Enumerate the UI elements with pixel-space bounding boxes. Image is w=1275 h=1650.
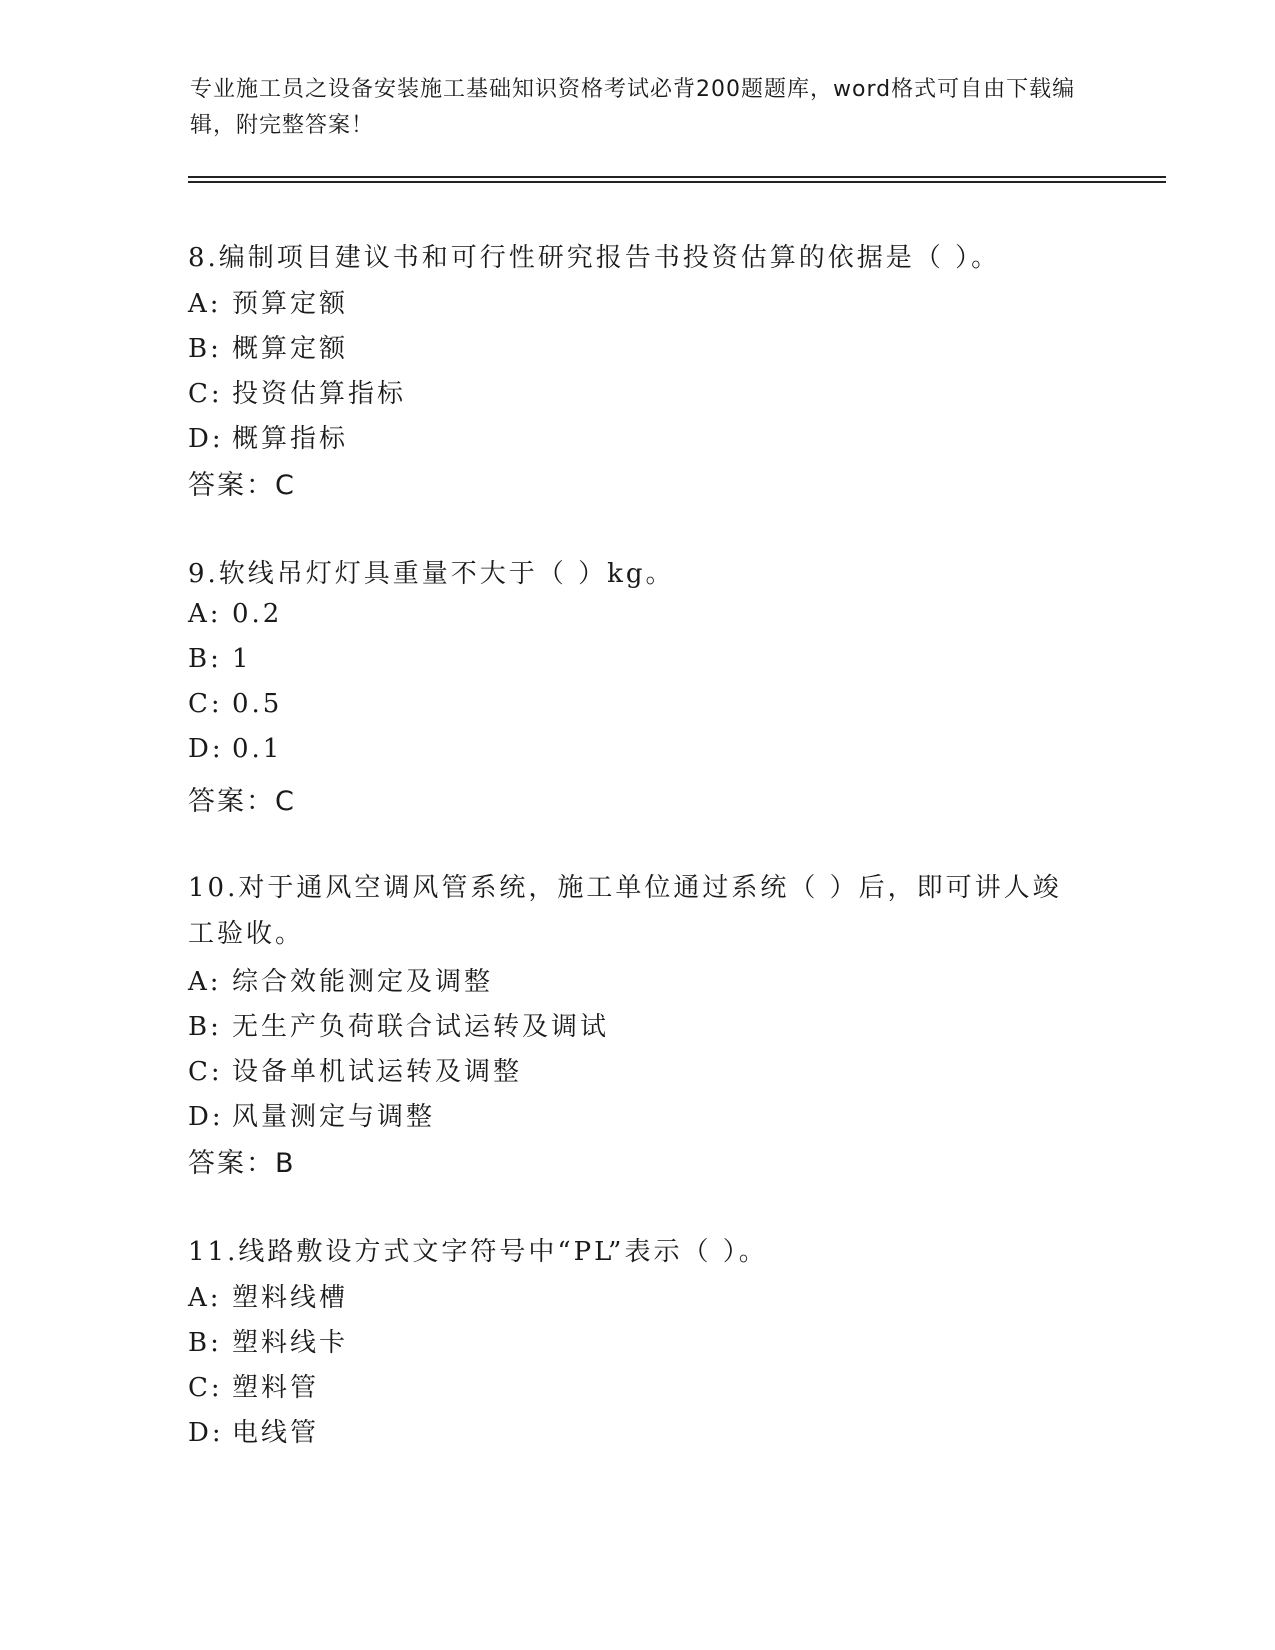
option-text: 风量测定与调整 [232, 1102, 436, 1132]
header-divider-bottom [188, 181, 1166, 183]
option-text: 无生产负荷联合试运转及调试 [232, 1012, 610, 1042]
question-title: 10.对于通风空调风管系统，施工单位通过系统（ ）后，即可讲人竣工验收。 [188, 873, 1062, 949]
option-key: C: [188, 379, 223, 409]
option-text: 概算指标 [232, 424, 349, 454]
question-option [188, 644, 252, 674]
question-option [188, 1051, 522, 1088]
option-text: 塑料管 [232, 1373, 320, 1403]
question-option [188, 418, 348, 455]
document-header: 专业施工员之设备安装施工基础知识资格考试必背200题题库，word格式可自由下载编辑，附完整答案！ [190, 77, 1076, 138]
option-key: D: [188, 734, 224, 764]
option-text: 塑料线卡 [232, 1328, 349, 1358]
answer-line: 答案：C [188, 786, 296, 817]
option-key: C: [188, 689, 223, 719]
option-text: 0.1 [232, 734, 283, 764]
question-option [188, 283, 348, 320]
option-key: A: [188, 1283, 222, 1313]
option-key: B: [188, 1012, 222, 1042]
option-key: A: [188, 967, 222, 997]
option-key: D: [188, 424, 224, 454]
answer-line: 答案：B [188, 1148, 296, 1179]
question-option [188, 961, 493, 998]
option-text: 塑料线槽 [232, 1283, 349, 1313]
answer-line: 答案：C [188, 470, 296, 501]
option-key: C: [188, 1373, 223, 1403]
header-divider-top [188, 176, 1166, 178]
option-text: 投资估算指标 [232, 379, 407, 409]
question-option [188, 599, 282, 629]
option-text: 1 [232, 644, 252, 674]
question-title: 8.编制项目建议书和可行性研究报告书投资估算的依据是（ ）。 [188, 243, 1001, 273]
question-title: 11.线路敷设方式文字符号中“PL”表示（ ）。 [188, 1237, 768, 1267]
question-option [188, 1006, 609, 1043]
question-option [188, 1412, 319, 1449]
option-text: 综合效能测定及调整 [232, 967, 494, 997]
option-text: 设备单机试运转及调整 [232, 1057, 523, 1087]
option-key: B: [188, 644, 222, 674]
question-option [188, 328, 348, 365]
option-key: A: [188, 289, 222, 319]
option-key: A: [188, 599, 222, 629]
option-text: 0.2 [232, 599, 283, 629]
question-option [188, 373, 406, 410]
option-text: 0.5 [232, 689, 283, 719]
question-option [188, 1277, 348, 1314]
question-title: 9.软线吊灯灯具重量不大于（ ）kg。 [188, 559, 675, 589]
question-option [188, 689, 282, 719]
option-text: 电线管 [232, 1418, 320, 1448]
option-key: D: [188, 1418, 224, 1448]
option-key: B: [188, 334, 222, 364]
option-key: C: [188, 1057, 223, 1087]
option-key: D: [188, 1102, 224, 1132]
question-option [188, 1096, 435, 1133]
question-option [188, 1367, 319, 1404]
question-option [188, 734, 282, 764]
option-text: 概算定额 [232, 334, 349, 364]
question-option [188, 1322, 348, 1359]
option-text: 预算定额 [232, 289, 349, 319]
option-key: B: [188, 1328, 222, 1358]
